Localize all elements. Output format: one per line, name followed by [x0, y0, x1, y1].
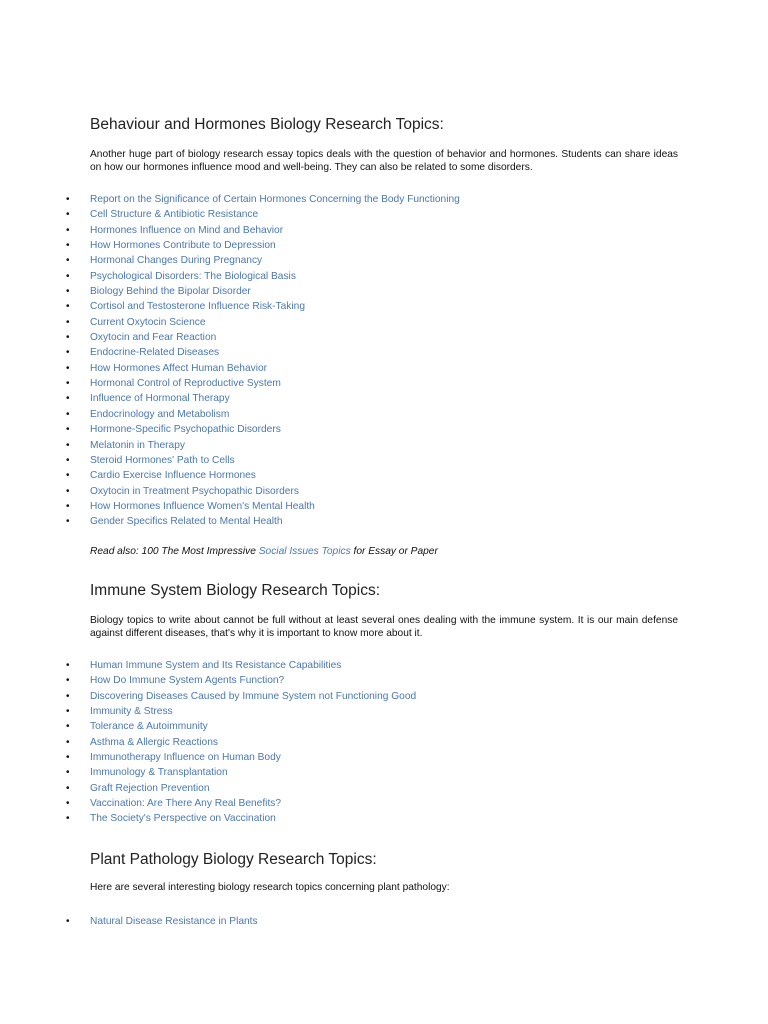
- topic-link[interactable]: Asthma & Allergic Reactions: [90, 736, 218, 748]
- topic-link[interactable]: How Hormones Affect Human Behavior: [90, 362, 268, 374]
- section-heading-immune-system: Immune System Biology Research Topics:: [90, 582, 381, 599]
- topic-link[interactable]: Oxytocin in Treatment Psychopathic Disorders: [90, 485, 299, 497]
- topic-link[interactable]: Cardio Exercise Influence Hormones: [90, 470, 256, 482]
- bullet-icon: •: [66, 194, 70, 205]
- topic-link[interactable]: How Hormones Influence Women's Mental Health: [90, 500, 315, 512]
- bullet-icon: •: [66, 255, 70, 267]
- topic-link[interactable]: Immunotherapy Influence on Human Body: [90, 752, 281, 764]
- topic-link[interactable]: Natural Disease Resistance in Plants: [90, 916, 258, 927]
- bullet-icon: •: [66, 209, 70, 221]
- topic-link[interactable]: Psychological Disorders: The Biological Basis: [90, 270, 296, 282]
- topic-link[interactable]: Immunology & Transplantation: [90, 767, 228, 779]
- bullet-icon: •: [66, 706, 70, 718]
- topic-link[interactable]: Melatonin in Therapy: [90, 439, 185, 451]
- bullet-icon: •: [66, 721, 70, 733]
- bullet-icon: •: [66, 660, 70, 671]
- topic-link[interactable]: Hormonal Control of Reproductive System: [90, 378, 281, 390]
- bullet-icon: •: [66, 347, 70, 359]
- bullet-icon: •: [66, 270, 70, 282]
- topic-link[interactable]: Biology Behind the Bipolar Disorder: [90, 286, 251, 298]
- topic-link[interactable]: Hormone-Specific Psychopathic Disorders: [90, 424, 281, 436]
- topic-link[interactable]: Endocrinology and Metabolism: [90, 408, 230, 420]
- bullet-icon: •: [66, 316, 70, 328]
- topic-link[interactable]: The Society's Perspective on Vaccination: [90, 813, 276, 825]
- bullet-icon: •: [66, 240, 70, 252]
- topic-link[interactable]: Oxytocin and Fear Reaction: [90, 332, 217, 344]
- bullet-icon: •: [66, 675, 70, 687]
- bullet-icon: •: [66, 690, 70, 702]
- bullet-icon: •: [66, 782, 70, 794]
- topic-link[interactable]: Endocrine-Related Diseases: [90, 347, 220, 359]
- topic-link[interactable]: Cell Structure & Antibiotic Resistance: [90, 209, 259, 221]
- topic-link[interactable]: Vaccination: Are There Any Real Benefits?: [90, 798, 282, 810]
- topic-link[interactable]: Cortisol and Testosterone Influence Risk-Taking: [90, 301, 305, 313]
- bullet-icon: •: [66, 301, 70, 313]
- topic-link[interactable]: Immunity & Stress: [90, 706, 173, 718]
- section-heading-behaviour-hormones: Behaviour and Hormones Biology Research Topics:: [90, 116, 444, 133]
- bullet-icon: •: [66, 408, 70, 420]
- social-issues-topics-link[interactable]: Social Issues Topics: [258, 546, 351, 557]
- topic-link[interactable]: Current Oxytocin Science: [90, 316, 206, 328]
- bullet-icon: •: [66, 424, 70, 436]
- section-heading-plant-pathology: Plant Pathology Biology Research Topics:: [90, 851, 377, 868]
- bullet-icon: •: [66, 393, 70, 405]
- section-intro-immune-system: Biology topics to write about cannot be full without at least several ones dealing with the immune system. It is our main defense against different diseases, that's why it is important to know more about it.: [90, 615, 678, 639]
- bullet-icon: •: [66, 485, 70, 497]
- bullet-icon: •: [66, 439, 70, 451]
- bullet-icon: •: [66, 752, 70, 764]
- read-also-suffix: for Essay or Paper: [350, 546, 438, 557]
- topic-link[interactable]: Human Immune System and Its Resistance Capabilities: [90, 660, 342, 671]
- topic-link[interactable]: Steroid Hormones' Path to Cells: [90, 454, 235, 466]
- topic-link[interactable]: Hormonal Changes During Pregnancy: [90, 255, 263, 267]
- topic-link[interactable]: Tolerance & Autoimmunity: [90, 721, 208, 733]
- bullet-icon: •: [66, 470, 70, 482]
- read-also-prefix: Read also: 100 The Most Impressive: [90, 546, 259, 557]
- topic-link[interactable]: Graft Rejection Prevention: [90, 782, 210, 794]
- bullet-icon: •: [66, 516, 70, 528]
- bullet-icon: •: [66, 332, 70, 344]
- topic-link[interactable]: Discovering Diseases Caused by Immune System not Functioning Good: [90, 690, 417, 702]
- bullet-icon: •: [66, 286, 70, 298]
- topic-link[interactable]: Gender Specifics Related to Mental Health: [90, 516, 283, 528]
- bullet-icon: •: [66, 224, 70, 236]
- topic-link[interactable]: Influence of Hormonal Therapy: [90, 393, 230, 405]
- topic-link[interactable]: Report on the Significance of Certain Hormones Concerning the Body Functioning: [90, 194, 460, 205]
- bullet-icon: •: [66, 362, 70, 374]
- bullet-icon: •: [66, 916, 70, 927]
- topic-link[interactable]: Hormones Influence on Mind and Behavior: [90, 224, 284, 236]
- read-also-line: [90, 546, 438, 557]
- bullet-icon: •: [66, 767, 70, 779]
- section-intro-plant-pathology: Here are several interesting biology research topics concerning plant pathology:: [90, 882, 450, 893]
- topic-link[interactable]: How Do Immune System Agents Function?: [90, 675, 285, 687]
- bullet-icon: •: [66, 378, 70, 390]
- bullet-icon: •: [66, 798, 70, 810]
- bullet-icon: •: [66, 500, 70, 512]
- topic-link[interactable]: How Hormones Contribute to Depression: [90, 240, 276, 252]
- bullet-icon: •: [66, 736, 70, 748]
- bullet-icon: •: [66, 454, 70, 466]
- section-intro-behaviour-hormones: Another huge part of biology research essay topics deals with the question of behavior and hormones. Students can share ideas on how our hormones influence mood and well-being. They can also be related to some disorders.: [90, 149, 678, 173]
- bullet-icon: •: [66, 813, 70, 825]
